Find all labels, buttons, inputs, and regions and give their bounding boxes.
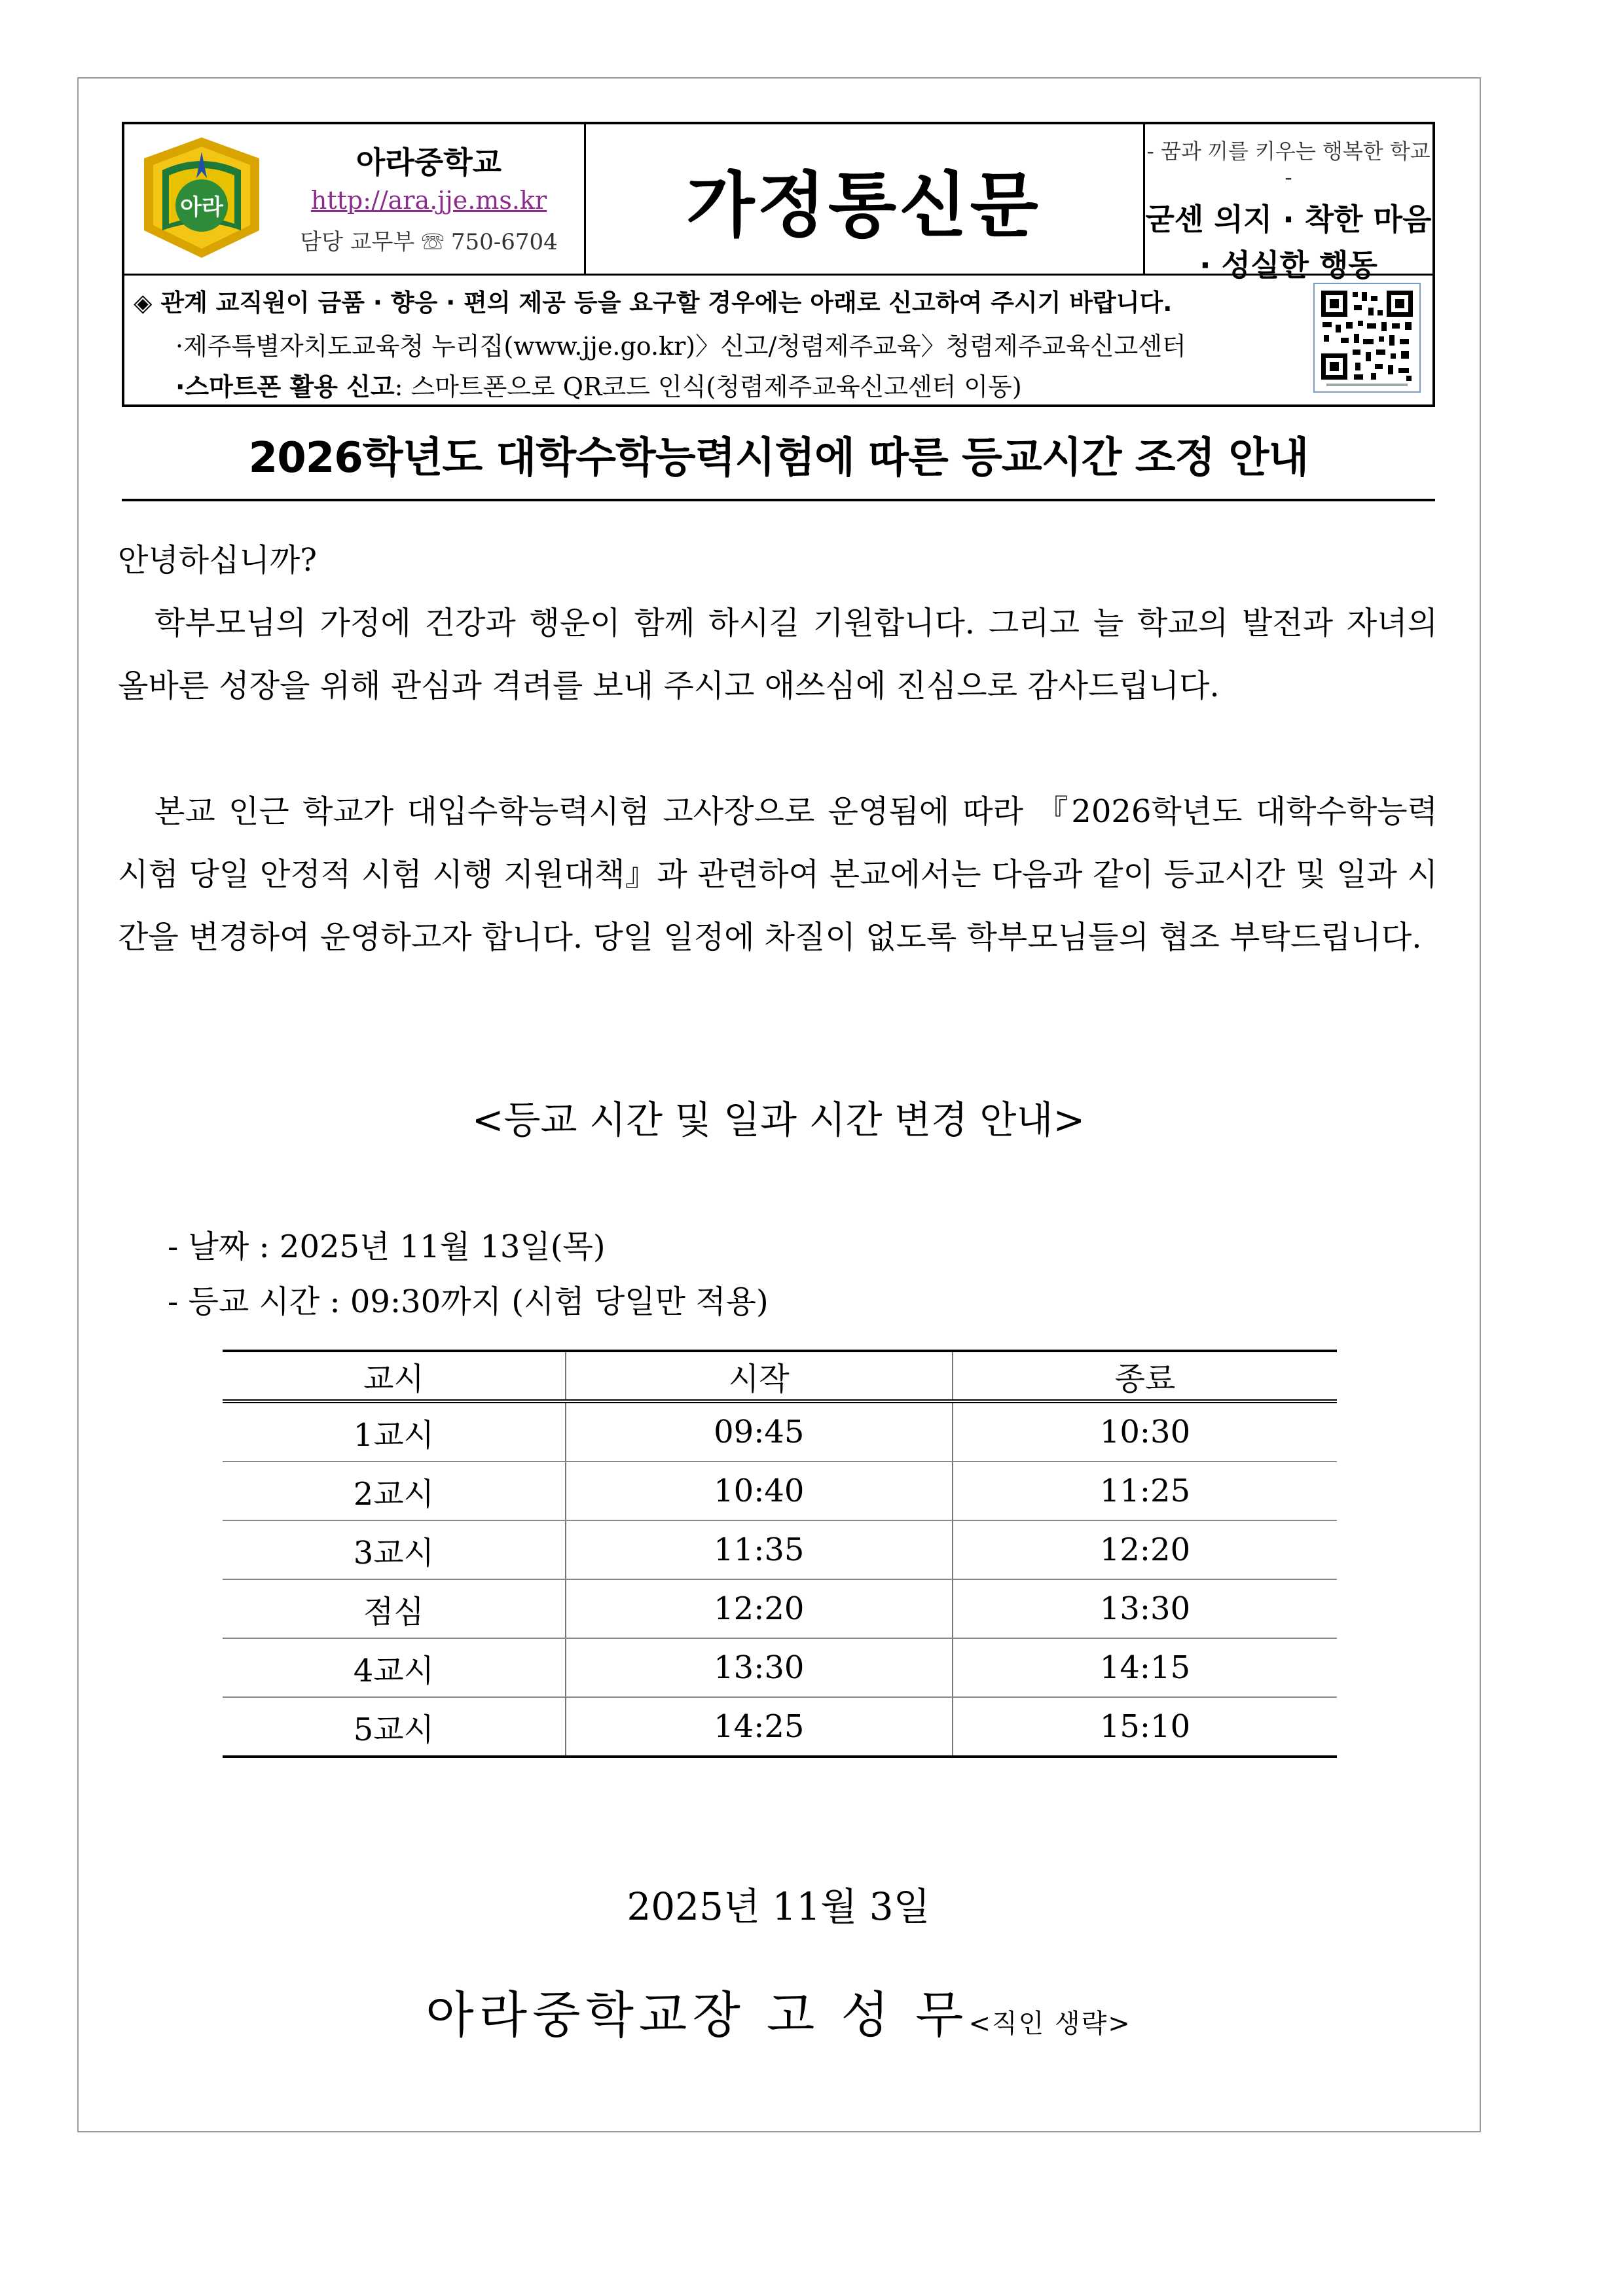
document-title: 2026학년도 대학수학능력시험에 따른 등교시간 조정 안내 [248, 434, 1309, 482]
notice-line-2: ·제주특별자치도교육청 누리집(www.jje.go.kr)〉신고/청렴제주교육〉청렴제주교육신고센터 [175, 332, 1186, 361]
table-cell: 11:25 [953, 1462, 1337, 1520]
paragraph-2: 본교 인근 학교가 대입수학능력시험 고사장으로 운영됨에 따라 『2026학년도 대학수학능력시험 당일 안정적 시험 시행 지원대책』과 관련하여 본교에서는 다음과 같이 등교시간 및 일과 시간을 변경하여 운영하고자 합니다. 당일 일정에 차질이 없도록 학부모님들의 협조 부탁드립니다. [118, 793, 1438, 956]
section-heading: <등교 시간 및 일과 시간 변경 안내> [471, 1098, 1085, 1142]
paragraph-1: 학부모님의 가정에 건강과 행운이 함께 하시길 기원합니다. 그리고 늘 학교의 발전과 자녀의 올바른 성장을 위해 관심과 격려를 보내 주시고 애쓰심에 진심으로 감사드립니다. [118, 605, 1438, 704]
table-cell: 12:20 [953, 1520, 1337, 1579]
issue-date: 2025년 11월 3일 [627, 1884, 930, 1929]
table-header-row [223, 1351, 1337, 1401]
header-top-row [124, 124, 1432, 283]
table-cell: 15:10 [953, 1697, 1337, 1757]
notice-line-3-text: : 스마트폰으로 QR코드 인식(청렴제주교육신고센터 이동) [394, 372, 1022, 401]
table-cell: 13:30 [953, 1579, 1337, 1638]
qr-code-icon [1313, 283, 1421, 393]
table-cell: 4교시 [223, 1638, 566, 1697]
newsletter-title: 가정통신문 [686, 164, 1041, 247]
table-cell: 1교시 [223, 1401, 566, 1462]
table-cell: 5교시 [223, 1697, 566, 1757]
school-motto [1143, 124, 1434, 283]
table-cell: 10:30 [953, 1401, 1337, 1462]
school-name: 아라중학교 [356, 145, 502, 180]
column-header-period: 교시 [223, 1351, 566, 1401]
notice-line-1: ◈ 관계 교직원이 금품 · 향응 · 편의 제공 등을 요구할 경우에는 아래로 신고하여 주시기 바랍니다. [134, 289, 1173, 317]
motto-line-1: 굳센 의지 · 착한 마음 [1145, 202, 1432, 237]
table-cell: 3교시 [223, 1520, 566, 1579]
table-cell: 09:45 [566, 1401, 953, 1462]
motto-line-2: · 성실한 행동 [1199, 247, 1377, 283]
motto-subtitle: - 꿈과 끼를 키우는 행복한 학교 - [1146, 139, 1431, 190]
column-header-end: 종료 [953, 1351, 1337, 1401]
notice-line-3-label: ·스마트폰 활용 신고 [175, 372, 395, 401]
newsletter-header [122, 122, 1435, 407]
table-cell: 2교시 [223, 1462, 566, 1520]
seal-omitted-note: <직인 생략> [968, 2009, 1131, 2039]
table-row [223, 1697, 1337, 1757]
column-header-start: 시작 [566, 1351, 953, 1401]
school-info [124, 124, 586, 274]
school-homepage-link[interactable]: http://ara.jje.ms.kr [310, 186, 547, 215]
table-cell: 14:25 [566, 1697, 953, 1757]
svg-text:아라: 아라 [180, 194, 223, 221]
table-row [223, 1638, 1337, 1697]
notice-line-3 [175, 367, 1022, 403]
school-emblem-icon [136, 132, 267, 263]
newsletter-title-cell [584, 124, 1145, 274]
table-row [223, 1462, 1337, 1520]
table-row [223, 1579, 1337, 1638]
table-cell: 12:20 [566, 1579, 953, 1638]
table-cell: 10:40 [566, 1462, 953, 1520]
title-divider [122, 499, 1435, 501]
greeting: 안녕하십니까? [118, 542, 317, 579]
contact-info: 담당 교무부 ☏ 750-6704 [300, 229, 558, 255]
table-row [223, 1520, 1337, 1579]
table-cell: 14:15 [953, 1638, 1337, 1697]
list-item-date: - 날짜 : 2025년 11월 13일(목) [168, 1229, 606, 1265]
list-item-arrival-time: - 등교 시간 : 09:30까지 (시험 당일만 적용) [168, 1283, 769, 1320]
principal-name: 아라중학교장 고 성 무 [426, 1986, 969, 2044]
table-cell: 11:35 [566, 1520, 953, 1579]
principal-signature [122, 1975, 1435, 2047]
report-notice [124, 274, 1432, 404]
table-cell: 13:30 [566, 1638, 953, 1697]
schedule-table [223, 1350, 1337, 1758]
table-cell: 점심 [223, 1579, 566, 1638]
table-row [223, 1401, 1337, 1462]
